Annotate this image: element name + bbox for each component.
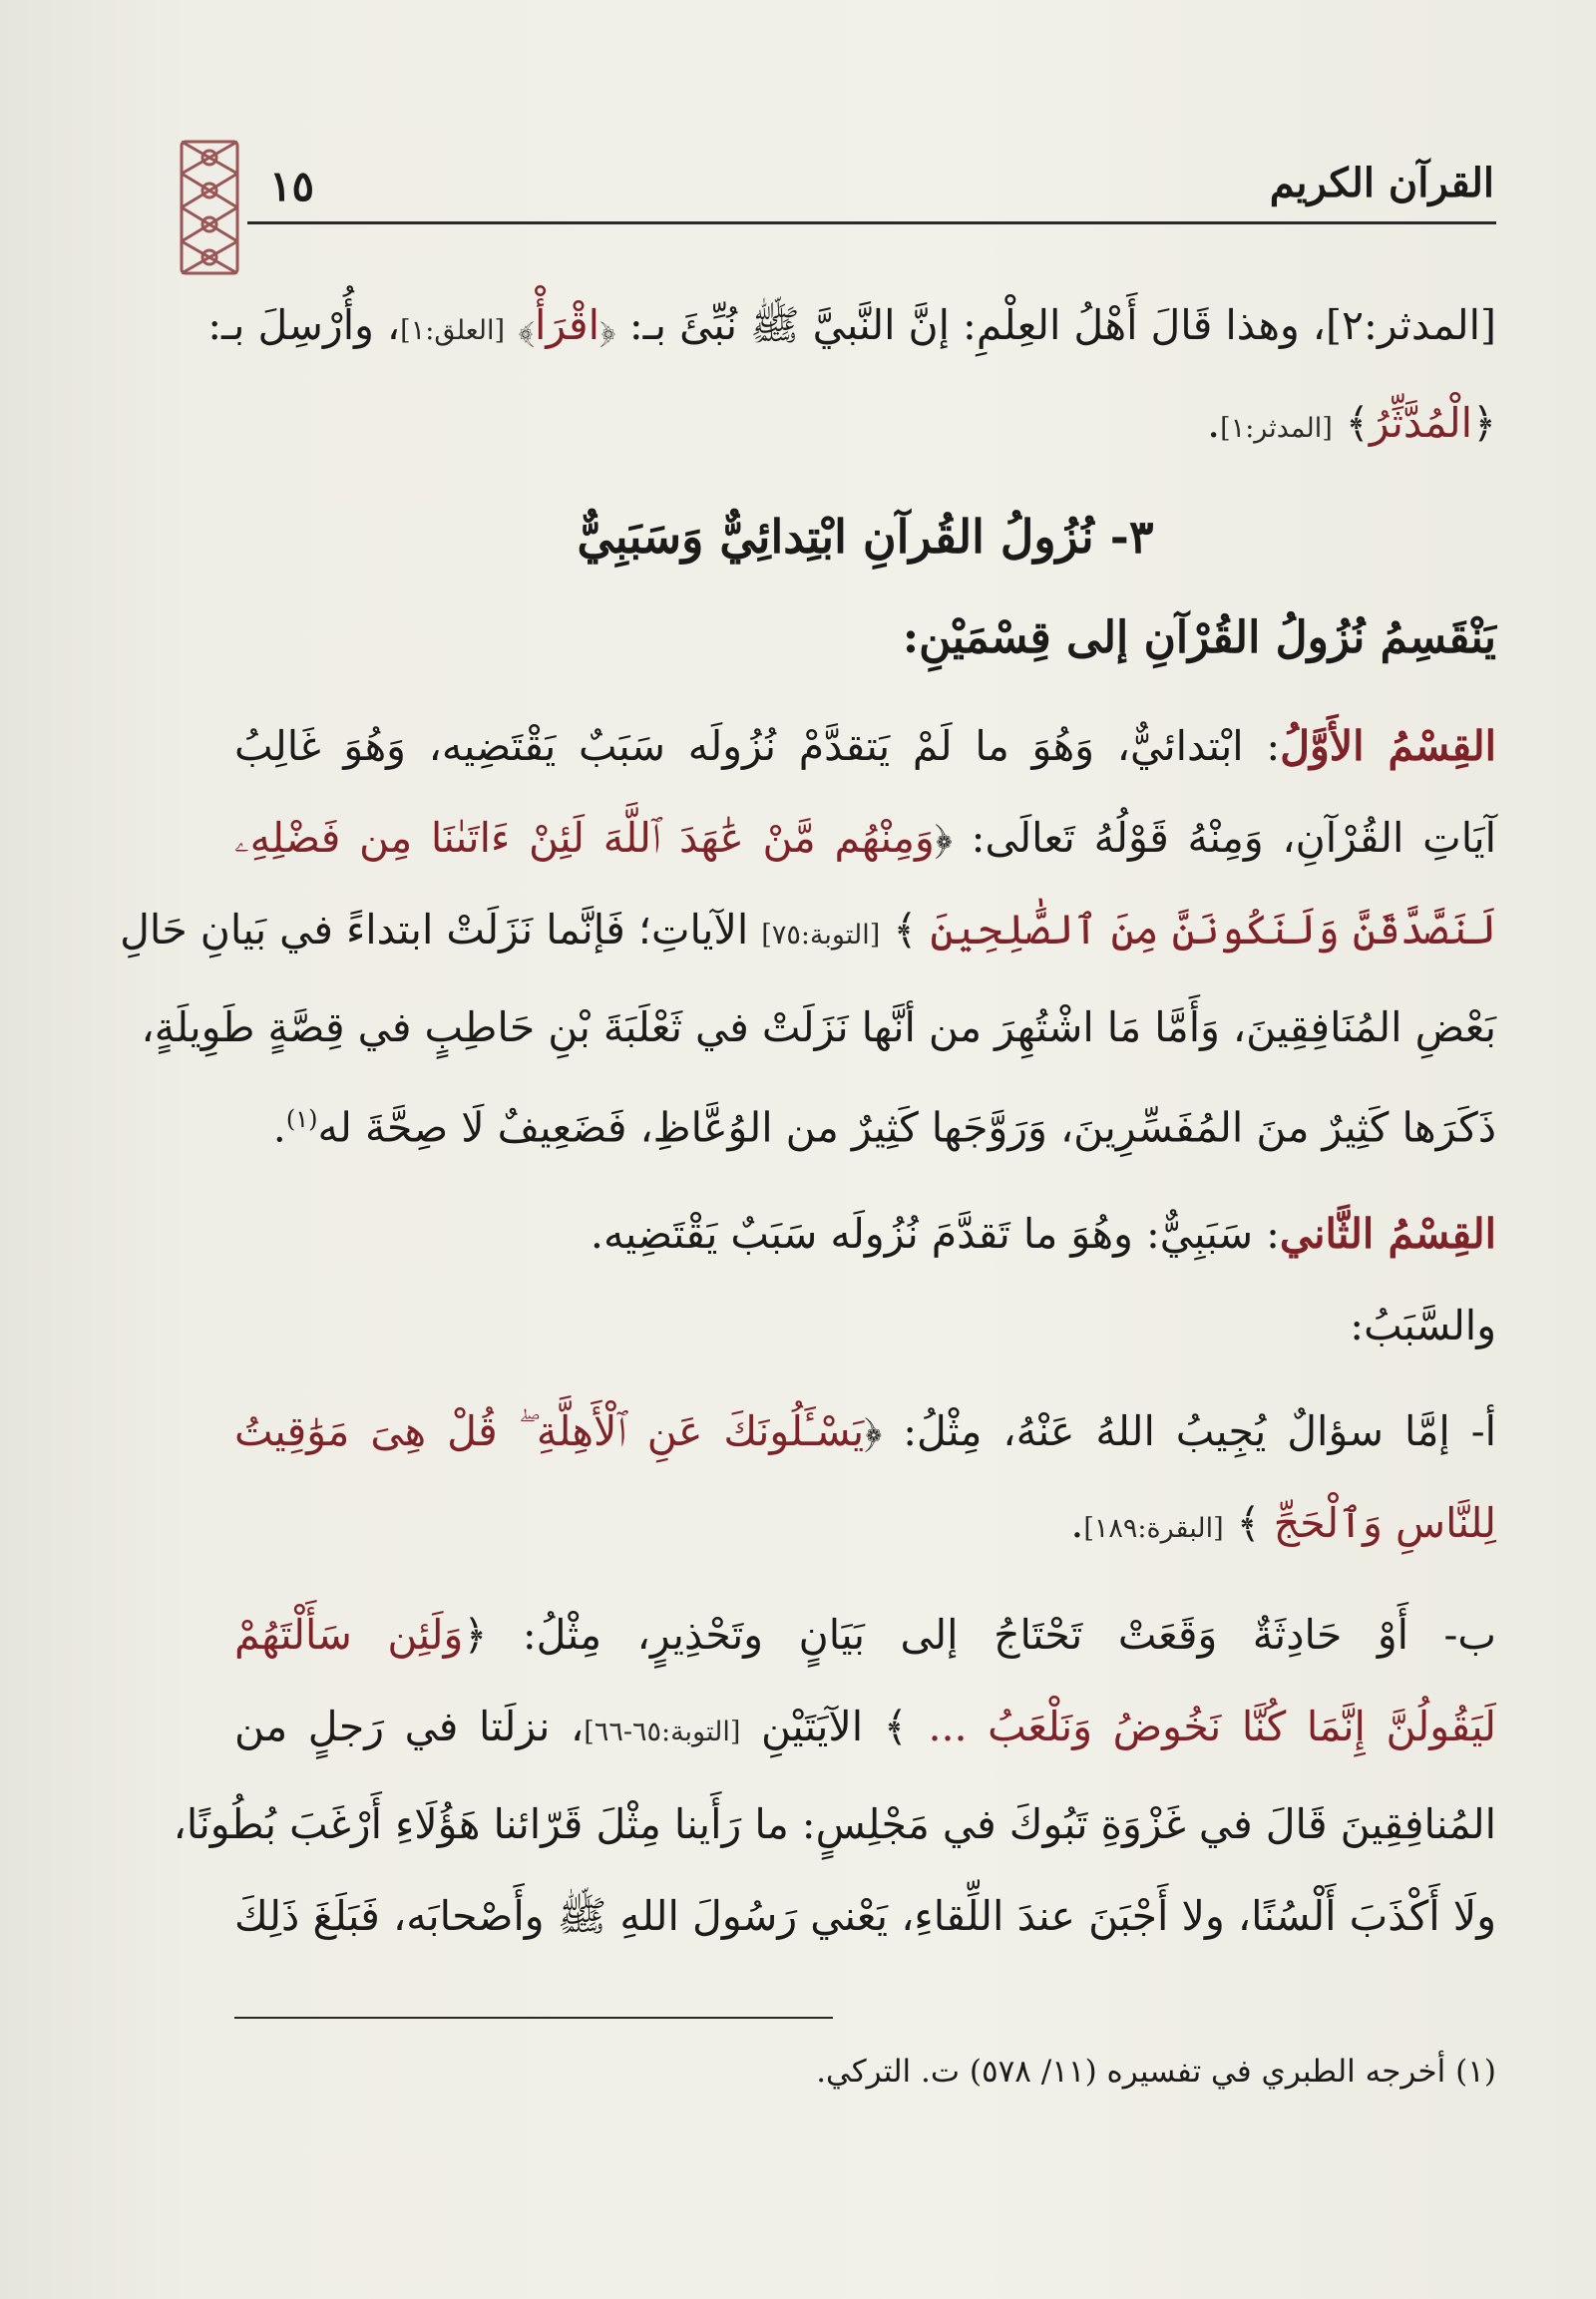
text-line (234, 1681, 1496, 1778)
text-line (234, 377, 1496, 475)
quran-verse: وَمِنْهُم مَّنْ عَٰهَدَ ٱللَّهَ لَئِنْ ءَاتَىٰنَا مِن فَضْلِهِۦ (234, 814, 935, 862)
text-span: : ابْتدائيٌّ، وَهُوَ ما لَمْ يَتقدَّمْ نُزُولَه سَبَبٌ يَقْتَضِيه، وَهُوَ غَالِبُ (234, 722, 1281, 770)
text-span: ذَكَرَها كَثِيرٌ منَ المُفَسِّرِينَ، وَرَوَّجَها كَثِيرٌ من الوُعَّاظِ، فَضَعِيفٌ لَا صِحَّةَ له (317, 1103, 1496, 1152)
footnote: (١) أخرجه الطبري في تفسيره (١١/ ٥٧٨) ت. التركي. (816, 2054, 1496, 2090)
section-heading: ٣- نُزُولُ القُرآنِ ابْتِدائِيٌّ وَسَبَبِيٌّ (577, 510, 1154, 564)
quran-verse: اقْرَأْ (534, 301, 599, 349)
quran-verse: لِلنَّاسِ وَٱلْحَجِّ (1273, 1498, 1496, 1547)
verse-reference: [التوبة:٦٥-٦٦] (584, 1716, 741, 1747)
footnote-marker[interactable]: (١) (285, 1105, 318, 1133)
text-line (234, 1188, 1496, 1280)
text-span: . (1207, 399, 1221, 447)
text-line: المُنافِقِينَ قَالَ في غَزْوَةِ تَبُوكَ في مَجْلِسٍ: ما رَأَينا مِثْلَ قَرّائنا هَؤُلَاءِ أَرْغَبَ بُطُونًا، (173, 1799, 1496, 1848)
subheading: يَنْقَسِمُ نُزُولُ القُرْآنِ إلى قِسْمَيْنِ: (902, 612, 1496, 663)
text-span: . (1070, 1498, 1084, 1547)
decorative-knot-ornament (178, 138, 241, 277)
text-span: . (272, 1103, 286, 1152)
quran-verse: الْمُدَّثِّرُ (1369, 399, 1472, 447)
main-text (120, 279, 1496, 1962)
quran-verse: لَنَصَّدَّقَنَّ وَلَنَكُونَنَّ مِنَ ٱلصَّٰلِحِينَ (930, 906, 1496, 954)
text-line (120, 884, 1496, 981)
quran-verse: يَسْـَٔلُونَكَ عَنِ ٱلْأَهِلَّةِ ۖ قُلْ هِىَ مَوَٰقِيتُ (234, 1406, 865, 1455)
text-span: أ- إمَّا سؤالٌ يُجِيبُ اللهُ عَنْهُ، مِثْلُ: ﴿ (864, 1406, 1496, 1455)
footnote-rule (234, 2017, 833, 2019)
text-span: ﴾ (505, 301, 535, 349)
text-line: ولَا أَكْذَبَ أَلْسُنًا، ولا أَجْبَنَ عندَ اللِّقاءِ، يَعْني رَسُولَ اللهِ ﷺ وأَصْحابَه، فَبَلَغَ ذَلِكَ (234, 1891, 1496, 1940)
text-span: ب- أَوْ حَادِثَةٌ وَقَعَتْ تَحْتَاجُ إلى بَيَانٍ وتَحْذِيرٍ، مِثْلُ: ﴿ (463, 1610, 1496, 1659)
quran-verse: لَيَقُولُنَّ إِنَّمَا كُنَّا نَخُوضُ وَنَلْعَبُ ... (928, 1702, 1496, 1750)
running-head: القرآن الكريم (1269, 160, 1494, 206)
text-span: ﴾ (1223, 1498, 1274, 1547)
section-label: القِسْمُ الثَّاني (1279, 1209, 1496, 1258)
text-line (234, 1477, 1496, 1575)
text-line (234, 1385, 1496, 1477)
quran-verse: وَلَئِن سَأَلْتَهُمْ (234, 1610, 464, 1659)
header-rule (247, 221, 1496, 224)
text-line: بَعْضِ المُنَافِقِينَ، وَأَمَّا مَا اشْتُهِرَ من أنَّها نَزَلَتْ في ثَعْلَبَةَ بْنِ حَاطِبٍ في قِصَّةٍ طَوِيلَةٍ، (141, 1003, 1496, 1051)
verse-reference: [المدثر:١] (1220, 413, 1333, 444)
verse-reference: [العلق:١] (400, 315, 506, 346)
text-span: ﴾ (1332, 399, 1370, 447)
text-line (234, 792, 1496, 884)
verse-reference: [البقرة:١٨٩] (1083, 1512, 1224, 1544)
text-span: ﴾ (880, 906, 931, 954)
text-span: الآياتِ؛ فَإنَّما نَزَلَتْ ابتداءً في بَيانِ حَالِ (120, 906, 762, 954)
section-label: القِسْمُ الأَوَّلُ (1280, 722, 1496, 770)
text-line (207, 279, 1496, 377)
text-line (234, 1073, 1496, 1174)
text-span: آيَاتِ القُرْآنِ، وَمِنْهُ قَوْلُهُ تَعالَى: ﴿ (934, 814, 1496, 862)
text-span: ، نزلَتا في رَجلٍ من (234, 1702, 585, 1750)
text-span: : سَبَبِيٌّ: وهُوَ ما تَقدَّمَ نُزُولَه سَبَبٌ يَقْتَضِيه. (590, 1209, 1280, 1258)
text-span: ﴾ الآيَتَيْنِ (740, 1702, 929, 1750)
page-number: ١٥ (269, 162, 315, 210)
text-span: [المدثر:٢]، وهذا قَالَ أَهْلُ العِلْمِ: إنَّ النَّبيَّ ﷺ نُبِّئَ بـ: ﴿ (598, 301, 1496, 349)
text-line (234, 700, 1496, 792)
text-line (234, 1589, 1496, 1681)
text-line: والسَّبَبُ: (1350, 1301, 1496, 1349)
verse-reference: [التوبة:٧٥] (761, 920, 881, 951)
text-span: ، وأُرْسِلَ بـ: (207, 301, 401, 349)
text-span: ﴿ (1471, 399, 1496, 447)
